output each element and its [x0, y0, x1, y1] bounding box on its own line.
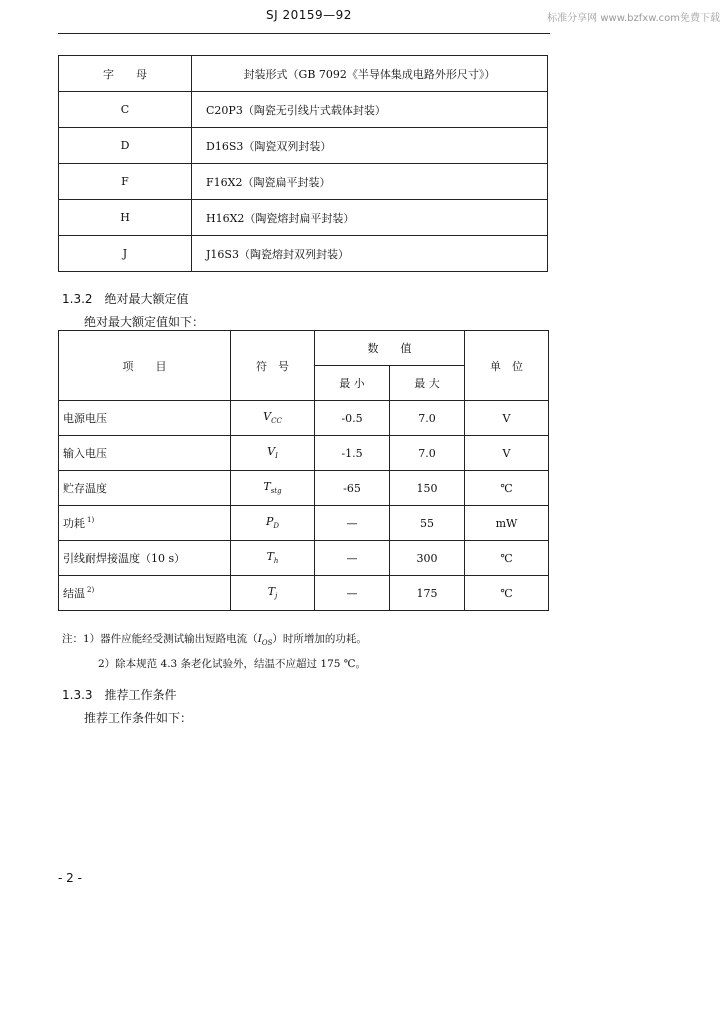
- max-cell: 55: [390, 506, 465, 541]
- max-cell: 175: [390, 576, 465, 611]
- unit-cell: ℃: [465, 541, 549, 576]
- symbol-cell: [231, 436, 315, 471]
- symbol-letter: P: [265, 515, 274, 529]
- package-form-cell: H16X2（陶瓷熔封扁平封装）: [192, 200, 548, 236]
- symbol-subscript: stg: [270, 487, 282, 496]
- page-header: [0, 6, 724, 26]
- item-footnote-marker: 1): [87, 516, 95, 525]
- max-cell: 7.0: [390, 401, 465, 436]
- max-header: 最 大: [390, 366, 465, 401]
- item-label: 功耗: [63, 517, 85, 530]
- item-label: 引线耐焊接温度（10 s）: [63, 552, 186, 565]
- item-cell: [59, 576, 231, 611]
- symbol-cell: [231, 471, 315, 506]
- table-row: [59, 576, 549, 611]
- item-label: 贮存温度: [63, 482, 107, 495]
- item-header: 项 目: [59, 331, 231, 401]
- symbol-letter: T: [266, 550, 274, 564]
- item-label: 电源电压: [63, 412, 107, 425]
- letter-cell: H: [59, 200, 192, 236]
- symbol-subscript: D: [273, 522, 280, 531]
- package-form-cell: C20P3（陶瓷无引线片式载体封装）: [192, 92, 548, 128]
- item-cell: [59, 471, 231, 506]
- unit-cell: V: [465, 401, 549, 436]
- unit-cell: ℃: [465, 471, 549, 506]
- package-form-cell: J16S3（陶瓷熔封双列封装）: [192, 236, 548, 272]
- letter-cell: J: [59, 236, 192, 272]
- symbol-letter: V: [267, 445, 276, 459]
- unit-cell: mW: [465, 506, 549, 541]
- section-intro-1-3-2: 绝对最大额定值如下：: [84, 315, 205, 329]
- min-cell: -0.5: [315, 401, 390, 436]
- footnote-1-symbol: I: [257, 633, 262, 645]
- item-cell: [59, 401, 231, 436]
- footnote-2: 2）除本规范 4.3 条老化试验外，结温不应超过 175 ℃。: [98, 658, 367, 670]
- min-cell: —: [315, 576, 390, 611]
- table-row: [59, 200, 548, 236]
- symbol-cell: [231, 506, 315, 541]
- table-row: [59, 471, 549, 506]
- table-header-row: [59, 331, 549, 366]
- min-cell: -65: [315, 471, 390, 506]
- letter-cell: F: [59, 164, 192, 200]
- item-label: 结温: [63, 587, 85, 600]
- table-row: [59, 164, 548, 200]
- min-cell: -1.5: [315, 436, 390, 471]
- package-form-cell: F16X2（陶瓷扁平封装）: [192, 164, 548, 200]
- symbol-header: 符 号: [231, 331, 315, 401]
- package-table: [58, 55, 548, 272]
- table-row: [59, 236, 548, 272]
- table-row: [59, 506, 549, 541]
- symbol-letter: T: [267, 585, 276, 599]
- max-cell: 150: [390, 471, 465, 506]
- table-row: [59, 541, 549, 576]
- item-cell: [59, 436, 231, 471]
- symbol-letter: T: [263, 480, 271, 494]
- section-heading-1-3-2: 1.3.2 绝对最大额定值: [62, 292, 189, 306]
- table-row: [59, 128, 548, 164]
- unit-cell: ℃: [465, 576, 549, 611]
- standard-code: SJ 20159—92: [266, 8, 352, 22]
- min-cell: —: [315, 541, 390, 576]
- symbol-subscript: I: [275, 452, 278, 461]
- letter-header: 字 母: [59, 56, 192, 92]
- header-rule: [58, 33, 550, 34]
- table-row: [59, 92, 548, 128]
- letter-cell: D: [59, 128, 192, 164]
- symbol-cell: [231, 541, 315, 576]
- watermark-text: 标准分享网 www.bzfxw.com免费下载: [547, 13, 720, 24]
- symbol-subscript: h: [273, 557, 279, 566]
- section-intro-1-3-3: 推荐工作条件如下：: [84, 711, 193, 725]
- symbol-letter: V: [263, 410, 272, 424]
- item-footnote-marker: 2): [87, 586, 95, 595]
- footnote-1-text-start: 注：1）器件应能经受测试输出短路电流（: [62, 633, 258, 645]
- ratings-table: [58, 330, 549, 611]
- section-heading-1-3-3: 1.3.3 推荐工作条件: [62, 688, 177, 702]
- symbol-subscript: j: [275, 592, 278, 601]
- symbol-cell: [231, 576, 315, 611]
- symbol-subscript: CC: [271, 417, 282, 426]
- item-cell: [59, 541, 231, 576]
- min-header: 最 小: [315, 366, 390, 401]
- table-header-row: [59, 56, 548, 92]
- item-label: 输入电压: [63, 447, 107, 460]
- max-cell: 300: [390, 541, 465, 576]
- unit-header: 单 位: [465, 331, 549, 401]
- max-cell: 7.0: [390, 436, 465, 471]
- table-row: [59, 436, 549, 471]
- footnote-1-symbol-subscript: OS: [261, 639, 273, 648]
- value-header: 数 值: [315, 331, 465, 366]
- footnote-1: [62, 631, 367, 647]
- letter-cell: C: [59, 92, 192, 128]
- package-form-cell: D16S3（陶瓷双列封装）: [192, 128, 548, 164]
- symbol-cell: [231, 401, 315, 436]
- table-row: [59, 401, 549, 436]
- item-cell: [59, 506, 231, 541]
- unit-cell: V: [465, 436, 549, 471]
- min-cell: —: [315, 506, 390, 541]
- footnote-1-text-end: ）时所增加的功耗。: [272, 633, 367, 645]
- page-number: - 2 -: [58, 871, 82, 885]
- package-form-header: 封装形式（GB 7092《半导体集成电路外形尺寸》）: [192, 56, 548, 92]
